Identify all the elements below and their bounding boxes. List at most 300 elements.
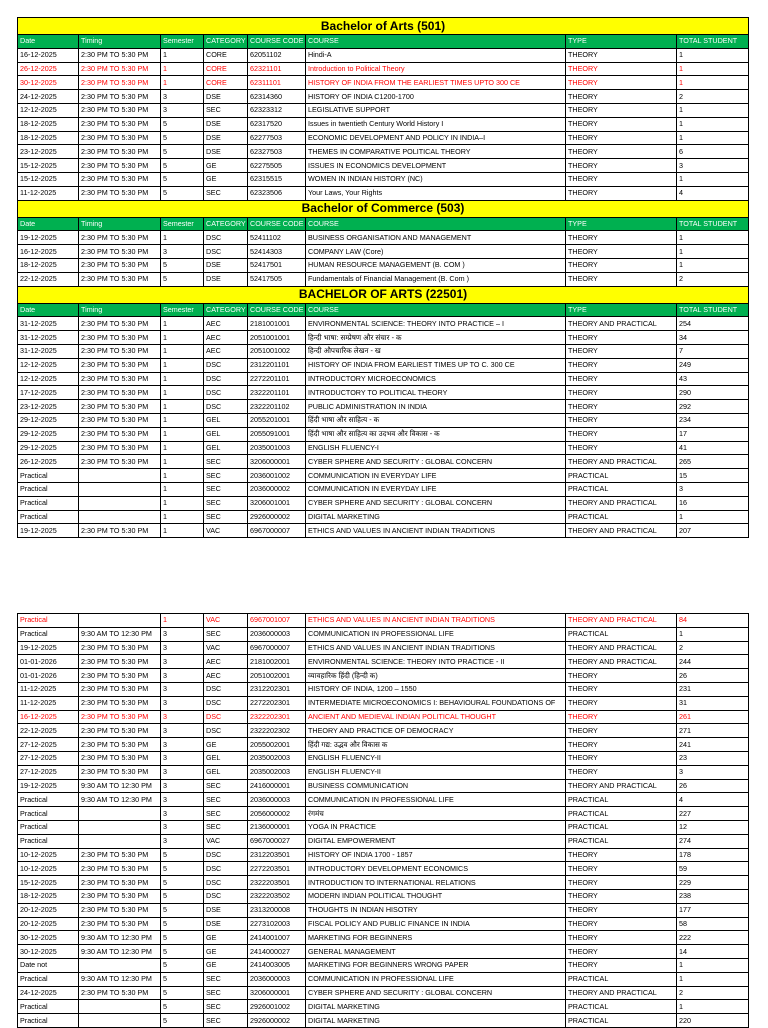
table-cell: 2322202301 (248, 710, 306, 724)
table-cell: Practical (18, 1000, 79, 1014)
table-cell: 9:30 AM TO 12:30 PM (79, 779, 161, 793)
table-cell: 2926000002 (248, 1014, 306, 1028)
table-cell: 14 (677, 945, 749, 959)
table-cell: SEC (204, 455, 248, 469)
table-cell: SEC (204, 1000, 248, 1014)
table-cell: 2:30 PM TO 5:30 PM (79, 145, 161, 159)
table-cell: 15-12-2025 (18, 172, 79, 186)
table-cell: DSE (204, 903, 248, 917)
table-cell: HUMAN RESOURCE MANAGEMENT (B. COM ) (306, 258, 566, 272)
table-cell: INTRODUCTORY DEVELOPMENT ECONOMICS (306, 862, 566, 876)
column-header: TOTAL STUDENT (677, 217, 749, 231)
table-cell: 2:30 PM TO 5:30 PM (79, 903, 161, 917)
table-cell: 241 (677, 738, 749, 752)
table-cell: 2:30 PM TO 5:30 PM (79, 738, 161, 752)
table-row (18, 386, 749, 400)
table-cell: 5 (161, 848, 204, 862)
table-cell: PRACTICAL (566, 972, 677, 986)
table-cell: THEORY (566, 117, 677, 131)
table-cell: 22-12-2025 (18, 272, 79, 286)
table-cell: THEORY (566, 48, 677, 62)
table-row (18, 751, 749, 765)
table-cell: 3 (161, 765, 204, 779)
table-cell: व्यावहारिक हिंदी (हिन्दी क) (306, 669, 566, 683)
table-cell: SEC (204, 186, 248, 200)
table-cell: 62311101 (248, 76, 306, 90)
table-cell: 3206001001 (248, 496, 306, 510)
table-cell: 2:30 PM TO 5:30 PM (79, 90, 161, 104)
schedule-table-upper (17, 17, 749, 538)
table-row (18, 614, 749, 628)
table-cell: THEORY (566, 862, 677, 876)
table-cell: 5 (161, 931, 204, 945)
table-cell: 274 (677, 834, 749, 848)
table-row (18, 696, 749, 710)
table-cell: Issues in twentieth Century World History I (306, 117, 566, 131)
table-cell: 2036000003 (248, 972, 306, 986)
table-cell: DSC (204, 889, 248, 903)
table-cell: HISTORY OF INDIA 1700 - 1857 (306, 848, 566, 862)
column-header: COURSE (306, 217, 566, 231)
table-cell: 9:30 AM TO 12:30 PM (79, 931, 161, 945)
table-row (18, 317, 749, 331)
table-cell: 9:30 AM TO 12:30 PM (79, 627, 161, 641)
table-cell: हिंदी गद्य: उद्भव और विकास क (306, 738, 566, 752)
table-cell: 12-12-2025 (18, 358, 79, 372)
table-cell: 18-12-2025 (18, 258, 79, 272)
table-cell: 222 (677, 931, 749, 945)
table-cell: THEORY (566, 159, 677, 173)
table-row (18, 917, 749, 931)
table-cell: 2:30 PM TO 5:30 PM (79, 317, 161, 331)
table-cell: 2:30 PM TO 5:30 PM (79, 455, 161, 469)
table-cell: 290 (677, 386, 749, 400)
table-cell: SEC (204, 510, 248, 524)
table-cell: THEORY AND PRACTICAL (566, 524, 677, 538)
table-cell: 29-12-2025 (18, 427, 79, 441)
table-cell: THEORY (566, 344, 677, 358)
table-cell: PRACTICAL (566, 820, 677, 834)
table-row (18, 779, 749, 793)
table-cell: 59 (677, 862, 749, 876)
column-header: Timing (79, 35, 161, 49)
table-cell: THEORY (566, 372, 677, 386)
table-cell: 2:30 PM TO 5:30 PM (79, 131, 161, 145)
table-cell: ETHICS AND VALUES IN ANCIENT INDIAN TRADITIONS (306, 614, 566, 628)
table-cell: DSC (204, 710, 248, 724)
table-cell: 1 (161, 317, 204, 331)
table-cell: 234 (677, 413, 749, 427)
table-cell: 16-12-2025 (18, 710, 79, 724)
table-cell: 5 (161, 131, 204, 145)
column-header: CATEGORY (204, 35, 248, 49)
table-cell: 3 (161, 820, 204, 834)
table-cell: ENVIRONMENTAL SCIENCE: THEORY INTO PRACTICE - II (306, 655, 566, 669)
table-row (18, 469, 749, 483)
section-title: Bachelor of Arts (501) (18, 18, 749, 35)
table-cell: 2:30 PM TO 5:30 PM (79, 876, 161, 890)
table-cell: DSC (204, 696, 248, 710)
table-cell: 6 (677, 145, 749, 159)
table-cell: SEC (204, 986, 248, 1000)
table-cell: THOUGHTS IN INDIAN HISOTRY (306, 903, 566, 917)
table-cell: 2:30 PM TO 5:30 PM (79, 386, 161, 400)
table-cell: 2036000002 (248, 482, 306, 496)
table-cell: GE (204, 159, 248, 173)
table-cell: 62315515 (248, 172, 306, 186)
column-header: Semester (161, 217, 204, 231)
column-header: CATEGORY (204, 217, 248, 231)
table-cell: 2926000002 (248, 510, 306, 524)
table-cell (79, 1014, 161, 1028)
table-row (18, 103, 749, 117)
table-cell: 1 (677, 62, 749, 76)
table-cell: 2272201101 (248, 372, 306, 386)
table-row (18, 131, 749, 145)
table-cell: 2:30 PM TO 5:30 PM (79, 682, 161, 696)
table-cell: 01-01-2026 (18, 655, 79, 669)
table-cell: 24-12-2025 (18, 90, 79, 104)
table-cell: 3 (161, 641, 204, 655)
table-cell: हिन्दी भाषा: सम्प्रेषण और संचार - क (306, 331, 566, 345)
table-cell: 58 (677, 917, 749, 931)
table-cell: 3 (161, 669, 204, 683)
table-cell: 12 (677, 820, 749, 834)
table-cell: DIGITAL EMPOWERMENT (306, 834, 566, 848)
table-cell: 5 (161, 917, 204, 931)
column-header: TOTAL STUDENT (677, 35, 749, 49)
table-cell: GEL (204, 427, 248, 441)
table-cell: 2312203501 (248, 848, 306, 862)
table-cell: THEORY (566, 669, 677, 683)
table-cell: 2322202302 (248, 724, 306, 738)
table-row (18, 848, 749, 862)
table-cell: 5 (161, 903, 204, 917)
table-cell: CORE (204, 76, 248, 90)
table-cell: GEL (204, 441, 248, 455)
table-row (18, 682, 749, 696)
table-cell: 2:30 PM TO 5:30 PM (79, 655, 161, 669)
table-cell: HISTORY OF INDIA FROM THE EARLIEST TIMES UPTO 300 CE (306, 76, 566, 90)
table-cell: 9:30 AM TO 12:30 PM (79, 945, 161, 959)
table-cell: 1 (161, 427, 204, 441)
table-cell: 2:30 PM TO 5:30 PM (79, 76, 161, 90)
table-cell: 16-12-2025 (18, 245, 79, 259)
table-cell: Hindi-A (306, 48, 566, 62)
table-cell: Fundamentals of Financial Management (B. Com ) (306, 272, 566, 286)
table-cell: THEORY (566, 682, 677, 696)
table-cell: THEORY (566, 903, 677, 917)
column-header-row (18, 217, 749, 231)
table-cell: 1 (161, 76, 204, 90)
table-row (18, 1000, 749, 1014)
table-cell: 23 (677, 751, 749, 765)
table-cell: AEC (204, 317, 248, 331)
table-cell: 2 (677, 272, 749, 286)
table-cell (79, 834, 161, 848)
table-cell: SEC (204, 496, 248, 510)
table-cell: 2 (677, 90, 749, 104)
table-cell: 220 (677, 1014, 749, 1028)
table-cell: GE (204, 945, 248, 959)
table-cell: 23-12-2025 (18, 400, 79, 414)
table-cell: THEORY AND PRACTICE OF DEMOCRACY (306, 724, 566, 738)
column-header: TYPE (566, 303, 677, 317)
table-cell: 1 (161, 413, 204, 427)
table-cell: 5 (161, 1014, 204, 1028)
column-header: COURSE CODE (248, 35, 306, 49)
table-cell: THEORY (566, 386, 677, 400)
table-cell: 1 (161, 48, 204, 62)
table-cell: 15-12-2025 (18, 159, 79, 173)
table-cell: THEORY AND PRACTICAL (566, 641, 677, 655)
table-cell: 26 (677, 779, 749, 793)
column-header: TYPE (566, 35, 677, 49)
table-cell: 5 (161, 272, 204, 286)
table-cell: 62321101 (248, 62, 306, 76)
table-cell: 5 (161, 159, 204, 173)
table-cell: 3 (161, 710, 204, 724)
table-cell: 43 (677, 372, 749, 386)
table-cell: 34 (677, 331, 749, 345)
table-cell: THEMES IN COMPARATIVE POLITICAL THEORY (306, 145, 566, 159)
table-cell: THEORY (566, 876, 677, 890)
table-row (18, 931, 749, 945)
table-cell: CORE (204, 48, 248, 62)
table-row (18, 331, 749, 345)
table-row (18, 76, 749, 90)
table-cell: 7 (677, 344, 749, 358)
table-cell: 1 (677, 48, 749, 62)
table-cell: 2:30 PM TO 5:30 PM (79, 696, 161, 710)
table-cell: DIGITAL MARKETING (306, 1000, 566, 1014)
table-cell: 2:30 PM TO 5:30 PM (79, 231, 161, 245)
table-cell: 2051001002 (248, 344, 306, 358)
table-row (18, 496, 749, 510)
table-cell: 1 (677, 172, 749, 186)
table-cell: 2055091001 (248, 427, 306, 441)
table-row (18, 344, 749, 358)
table-cell: 2036000003 (248, 793, 306, 807)
table-cell: HISTORY OF INDIA FROM EARLIEST TIMES UP TO C. 300 CE (306, 358, 566, 372)
table-cell (79, 496, 161, 510)
table-cell: SEC (204, 820, 248, 834)
table-cell: 1 (161, 358, 204, 372)
table-cell: 62327503 (248, 145, 306, 159)
table-row (18, 172, 749, 186)
table-cell: PRACTICAL (566, 1000, 677, 1014)
table-cell: 1 (677, 958, 749, 972)
table-row (18, 358, 749, 372)
table-cell: THEORY (566, 272, 677, 286)
table-cell: Practical (18, 469, 79, 483)
table-cell: Practical (18, 972, 79, 986)
table-row (18, 710, 749, 724)
table-cell: 207 (677, 524, 749, 538)
table-cell: CYBER SPHERE AND SECURITY : GLOBAL CONCERN (306, 986, 566, 1000)
table-cell: 15-12-2025 (18, 876, 79, 890)
table-cell: 11-12-2025 (18, 696, 79, 710)
table-cell: 6967000007 (248, 524, 306, 538)
table-cell: 2136000001 (248, 820, 306, 834)
table-row (18, 834, 749, 848)
table-cell: 2:30 PM TO 5:30 PM (79, 986, 161, 1000)
table-cell: 1 (677, 245, 749, 259)
table-cell: Practical (18, 820, 79, 834)
table-cell: COMMUNICATION IN PROFESSIONAL LIFE (306, 627, 566, 641)
table-cell: DSE (204, 272, 248, 286)
table-cell: THEORY AND PRACTICAL (566, 986, 677, 1000)
table-cell: SEC (204, 103, 248, 117)
table-row (18, 62, 749, 76)
table-cell: 3 (677, 765, 749, 779)
table-cell: 31-12-2025 (18, 344, 79, 358)
table-cell: THEORY (566, 245, 677, 259)
table-cell: 3206000001 (248, 455, 306, 469)
table-cell: THEORY (566, 258, 677, 272)
table-cell: 5 (161, 862, 204, 876)
table-cell: SEC (204, 779, 248, 793)
table-cell: 52417501 (248, 258, 306, 272)
table-cell: 2312201101 (248, 358, 306, 372)
table-cell: 18-12-2025 (18, 889, 79, 903)
table-cell: 5 (161, 1000, 204, 1014)
table-cell: BUSINESS ORGANISATION AND MANAGEMENT (306, 231, 566, 245)
table-cell: 2036000003 (248, 627, 306, 641)
table-cell: 18-12-2025 (18, 117, 79, 131)
table-cell: 30-12-2025 (18, 945, 79, 959)
table-cell: 24-12-2025 (18, 986, 79, 1000)
table-cell: DSC (204, 386, 248, 400)
table-cell: THEORY (566, 331, 677, 345)
table-row (18, 627, 749, 641)
table-cell: 26-12-2025 (18, 62, 79, 76)
table-cell: 3 (161, 627, 204, 641)
table-cell: 16 (677, 496, 749, 510)
table-cell: 18-12-2025 (18, 131, 79, 145)
table-cell: 2313200008 (248, 903, 306, 917)
table-cell: DSC (204, 372, 248, 386)
table-cell: 2:30 PM TO 5:30 PM (79, 427, 161, 441)
table-cell: 19-12-2025 (18, 779, 79, 793)
table-cell: 27-12-2025 (18, 751, 79, 765)
table-cell: CYBER SPHERE AND SECURITY : GLOBAL CONCERN (306, 455, 566, 469)
table-cell: CORE (204, 62, 248, 76)
table-row (18, 945, 749, 959)
table-cell: 1 (161, 231, 204, 245)
table-cell: 2:30 PM TO 5:30 PM (79, 258, 161, 272)
column-header: Date (18, 303, 79, 317)
table-cell: 2:30 PM TO 5:30 PM (79, 724, 161, 738)
table-row (18, 765, 749, 779)
table-cell: 1 (161, 455, 204, 469)
table-cell: THEORY (566, 917, 677, 931)
table-row (18, 482, 749, 496)
table-cell: Practical (18, 834, 79, 848)
table-cell: THEORY (566, 724, 677, 738)
table-cell: 2273102003 (248, 917, 306, 931)
table-cell: THEORY (566, 186, 677, 200)
table-cell: ETHICS AND VALUES IN ANCIENT INDIAN TRADITIONS (306, 524, 566, 538)
table-cell: 3 (677, 159, 749, 173)
table-cell: Practical (18, 510, 79, 524)
table-cell: THEORY (566, 131, 677, 145)
table-row (18, 245, 749, 259)
section-title: Bachelor of Commerce (503) (18, 200, 749, 217)
table-cell: 1 (161, 372, 204, 386)
table-cell: 2035002003 (248, 765, 306, 779)
table-cell: COMMUNICATION IN PROFESSIONAL LIFE (306, 793, 566, 807)
table-cell (79, 820, 161, 834)
table-cell: 2312202301 (248, 682, 306, 696)
table-cell: ENVIRONMENTAL SCIENCE: THEORY INTO PRACTICE – I (306, 317, 566, 331)
table-cell: 1 (161, 62, 204, 76)
table-cell: 62275505 (248, 159, 306, 173)
table-cell: 5 (161, 117, 204, 131)
table-cell: DSE (204, 90, 248, 104)
table-row (18, 117, 749, 131)
table-cell: Practical (18, 614, 79, 628)
table-cell: ENGLISH FLUENCY-II (306, 751, 566, 765)
table-cell: Practical (18, 482, 79, 496)
table-cell: GE (204, 931, 248, 945)
table-cell (79, 614, 161, 628)
table-cell: 2056000002 (248, 807, 306, 821)
column-header: Date (18, 35, 79, 49)
table-cell: 2:30 PM TO 5:30 PM (79, 62, 161, 76)
table-row (18, 510, 749, 524)
table-cell: 01-01-2026 (18, 669, 79, 683)
table-cell: 2:30 PM TO 5:30 PM (79, 641, 161, 655)
table-cell: PRACTICAL (566, 482, 677, 496)
table-row (18, 145, 749, 159)
table-cell: LEGISLATIVE SUPPORT (306, 103, 566, 117)
table-cell: INTERMEDIATE MICROECONOMICS I: BEHAVIOURAL FOUNDATIONS OF (306, 696, 566, 710)
table-cell: DSC (204, 724, 248, 738)
table-cell: WOMEN IN INDIAN HISTORY (NC) (306, 172, 566, 186)
table-row (18, 90, 749, 104)
table-row (18, 258, 749, 272)
table-cell: MARKETING FOR BEGINNERS WRONG PAPER (306, 958, 566, 972)
table-cell: 2055201001 (248, 413, 306, 427)
table-cell: THEORY AND PRACTICAL (566, 496, 677, 510)
table-row (18, 48, 749, 62)
table-cell: THEORY (566, 751, 677, 765)
table-cell: 2322203502 (248, 889, 306, 903)
table-cell (79, 469, 161, 483)
table-cell: THEORY (566, 710, 677, 724)
table-cell: 1 (161, 386, 204, 400)
table-cell: Practical (18, 627, 79, 641)
table-cell: 229 (677, 876, 749, 890)
table-cell: 231 (677, 682, 749, 696)
table-cell: GEL (204, 765, 248, 779)
table-cell: 1 (161, 510, 204, 524)
table-cell: 1 (677, 627, 749, 641)
table-cell: DSC (204, 358, 248, 372)
table-cell: PRACTICAL (566, 834, 677, 848)
table-cell: 5 (161, 145, 204, 159)
table-cell: THEORY (566, 413, 677, 427)
table-cell: THEORY AND PRACTICAL (566, 655, 677, 669)
table-cell: 29-12-2025 (18, 441, 79, 455)
column-header-row (18, 35, 749, 49)
table-cell: DSE (204, 917, 248, 931)
table-cell: PRACTICAL (566, 469, 677, 483)
table-cell: 31-12-2025 (18, 317, 79, 331)
table-cell: हिन्दी औपचारिक लेखन - ख (306, 344, 566, 358)
table-cell: SEC (204, 627, 248, 641)
